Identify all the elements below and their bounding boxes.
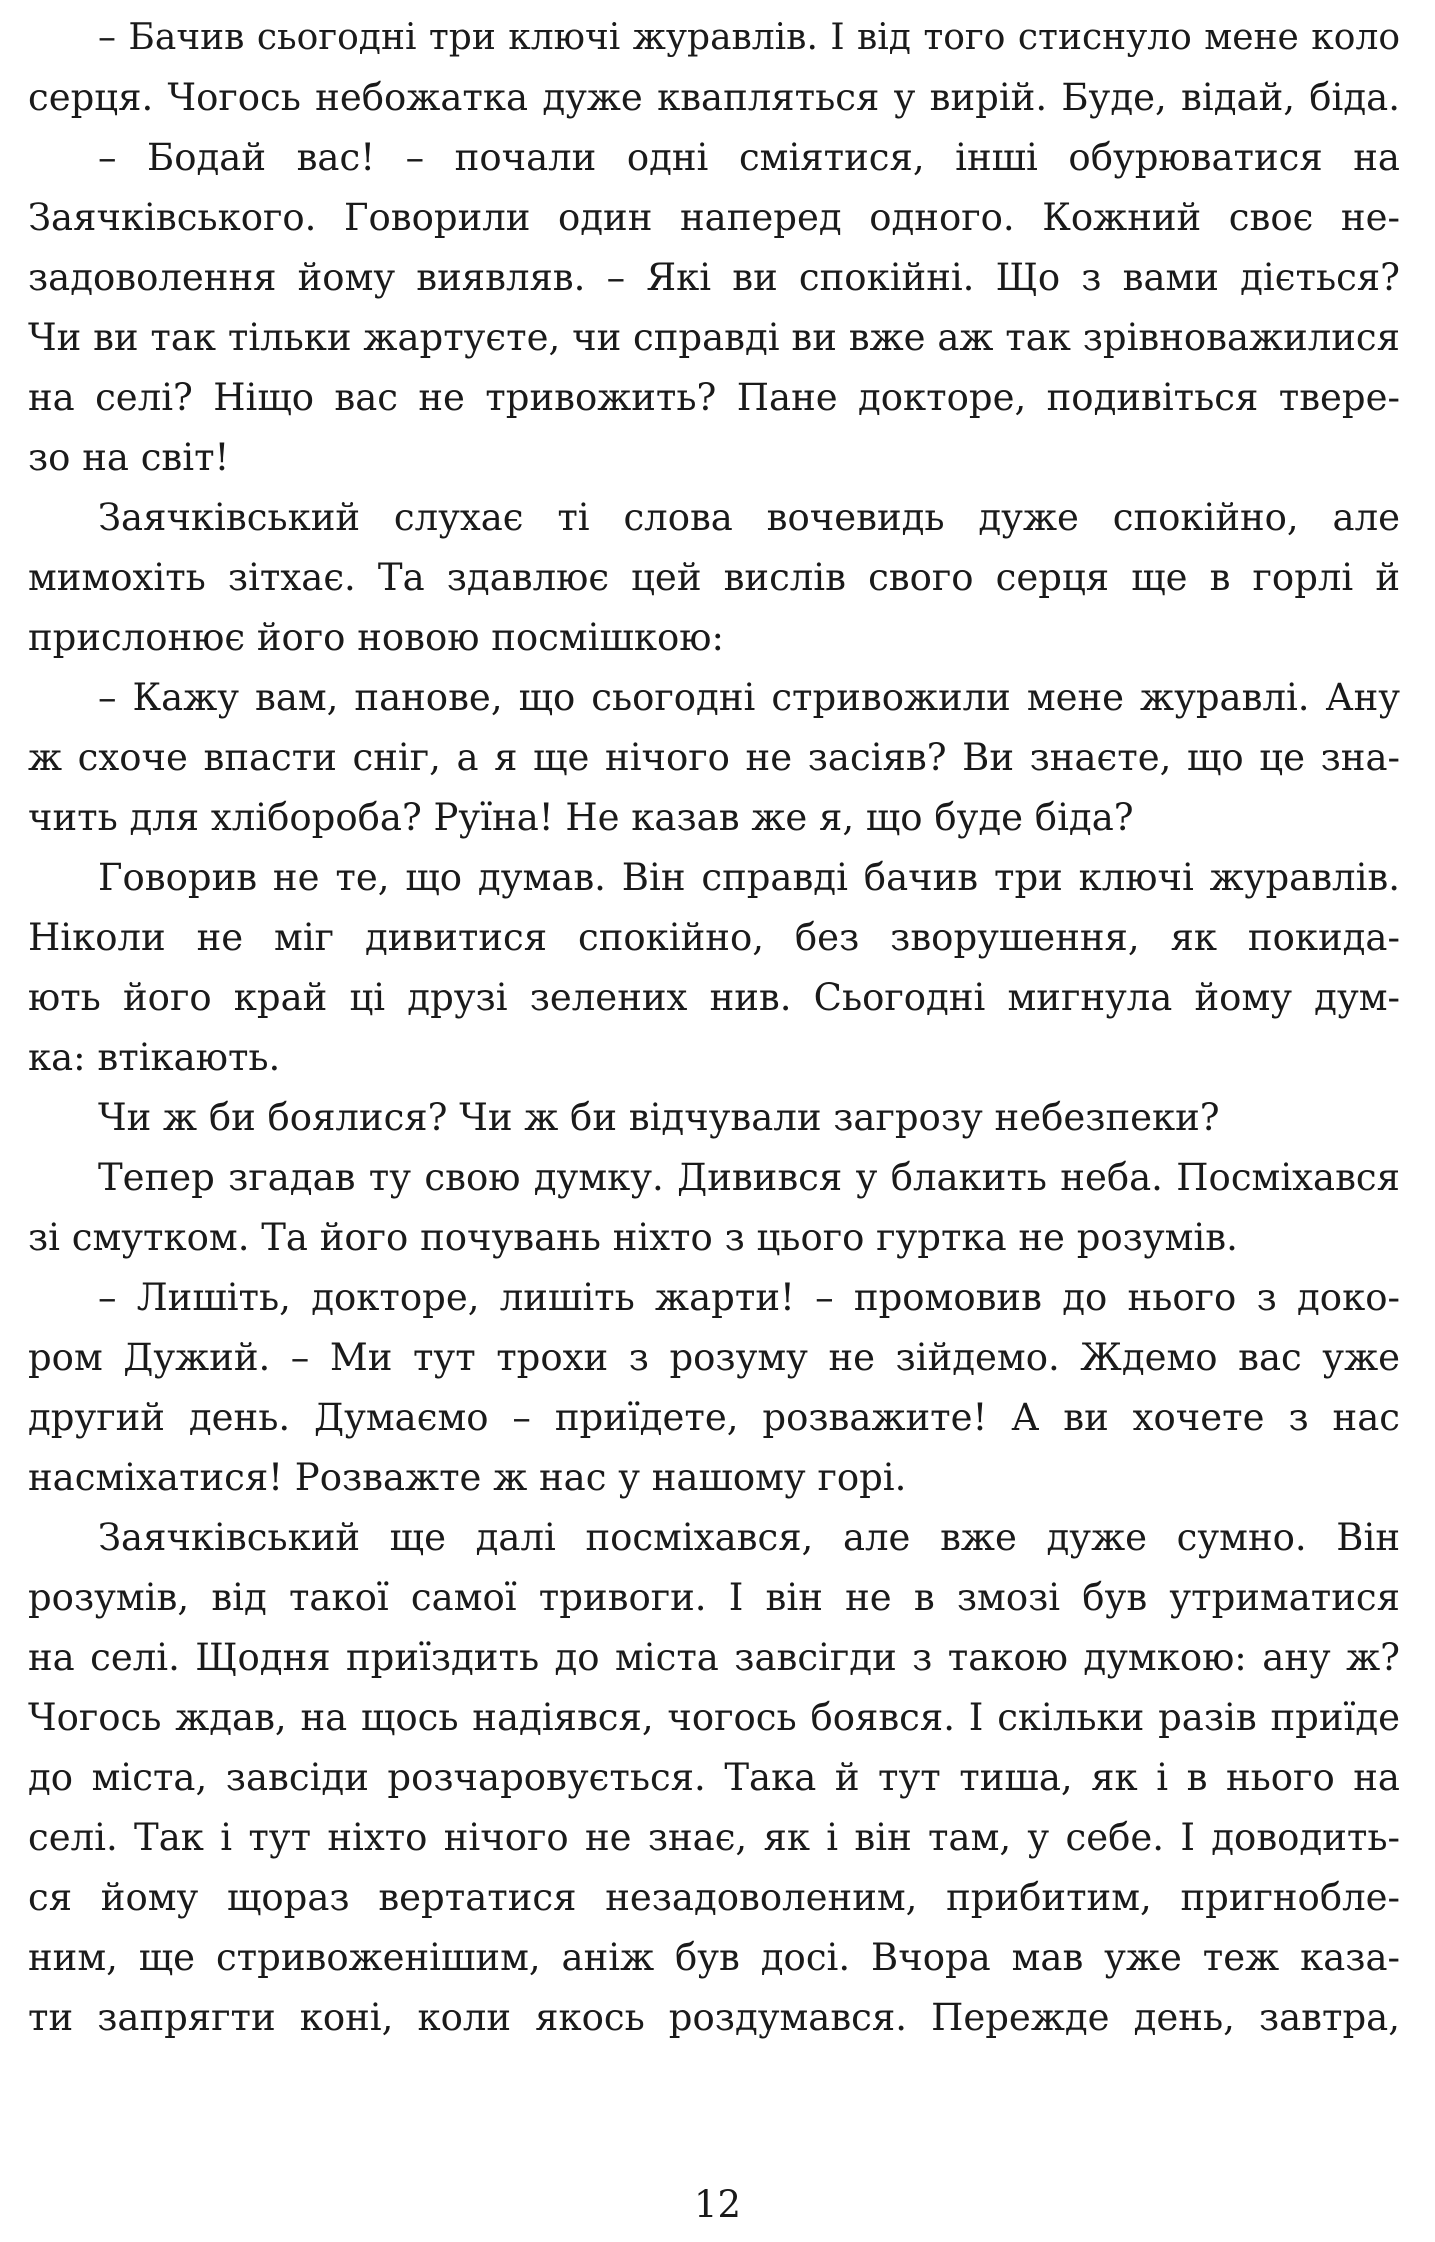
text-line: селі. Так і тут ніхто нічого не знає, як і він там, у себе. І доводить-	[28, 1816, 1400, 1859]
text-line: насміхатися! Розважте ж нас у нашому горі.	[28, 1456, 907, 1499]
text-line: – Бодай вас! – почали одні сміятися, інші обурюватися на	[98, 136, 1400, 179]
text-line: зо на світ!	[28, 436, 230, 479]
text-line: Ніколи не міг дивитися спокійно, без зворушення, як покида-	[28, 916, 1400, 959]
text-line: Говорив не те, що думав. Він справді бачив три ключі журавлів.	[98, 856, 1400, 899]
text-line: Чи ви так тільки жартуєте, чи справді ви вже аж так зрівноважилися	[28, 316, 1400, 359]
text-line: задоволення йому виявляв. – Які ви спокійні. Що з вами діється?	[28, 256, 1400, 299]
text-line: до міста, завсіди розчаровується. Така й тут тиша, як і в нього на	[28, 1756, 1400, 1799]
text-line: на селі? Ніщо вас не тривожить? Пане докторе, подивіться твере-	[28, 376, 1400, 419]
text-line: – Кажу вам, панове, що сьогодні стривожили мене журавлі. Ану	[98, 676, 1400, 719]
text-line: зі смутком. Та його почувань ніхто з цього гуртка не розумів.	[28, 1216, 1238, 1259]
text-line: чить для хлібороба? Руїна! Не казав же я, що буде біда?	[28, 796, 1134, 839]
text-line: на селі. Щодня приїздить до міста завсігди з такою думкою: ану ж?	[28, 1636, 1400, 1679]
text-line: ним, ще стривоженішим, аніж був досі. Вчора мав уже теж каза-	[28, 1936, 1400, 1979]
text-line: ють його край ці друзі зелених нив. Сьогодні мигнула йому дум-	[28, 976, 1400, 1019]
text-line: Чи ж би боялися? Чи ж би відчували загрозу небезпеки?	[98, 1096, 1220, 1139]
text-line: – Бачив сьогодні три ключі журавлів. І від того стиснуло мене коло	[98, 17, 1400, 58]
text-line: ка: втікають.	[28, 1036, 281, 1079]
text-line: ти запрягти коні, коли якось роздумався. Пережде день, завтра,	[28, 1996, 1400, 2039]
text-line: Заячківський ще далі посміхався, але вже дуже сумно. Він	[98, 1516, 1400, 1559]
body-text	[28, 8, 1400, 2048]
page-number: 12	[693, 2183, 742, 2226]
text-line: ся йому щораз вертатися незадоволеним, прибитим, пригнобле-	[28, 1876, 1400, 1919]
text-line: серця. Чогось небожатка дуже кваплятьcя у вирій. Буде, відай, біда.	[28, 76, 1400, 119]
text-line: другий день. Думаємо – приїдете, розважите! А ви хочете з нас	[28, 1396, 1400, 1439]
text-line: Чогось ждав, на щось надіявся, чогось боявся. І скільки разів приїде	[28, 1696, 1400, 1739]
text-line: ром Дужий. – Ми тут трохи з розуму не зійдемо. Ждемо вас уже	[28, 1336, 1400, 1379]
text-line: Заячківський слухає ті слова вочевидь дуже спокійно, але	[98, 496, 1400, 539]
text-line: мимохіть зітхає. Та здавлює цей вислів свого серця ще в горлі й	[28, 556, 1400, 599]
text-line: ж схоче впасти сніг, а я ще нічого не засіяв? Ви знаєте, що це зна-	[28, 736, 1400, 779]
text-line: прислонює його новою посмішкою:	[28, 616, 724, 659]
text-line: – Лишіть, докторе, лишіть жарти! – промовив до нього з доко-	[98, 1276, 1400, 1319]
text-line: Заячківського. Говорили один наперед одного. Кожний своє не-	[28, 196, 1400, 239]
text-line: Тепер згадав ту свою думку. Дивився у блакить неба. Посміхався	[98, 1156, 1400, 1199]
text-line: розумів, від такої самої тривоги. І він не в змозі був утриматися	[28, 1576, 1400, 1619]
